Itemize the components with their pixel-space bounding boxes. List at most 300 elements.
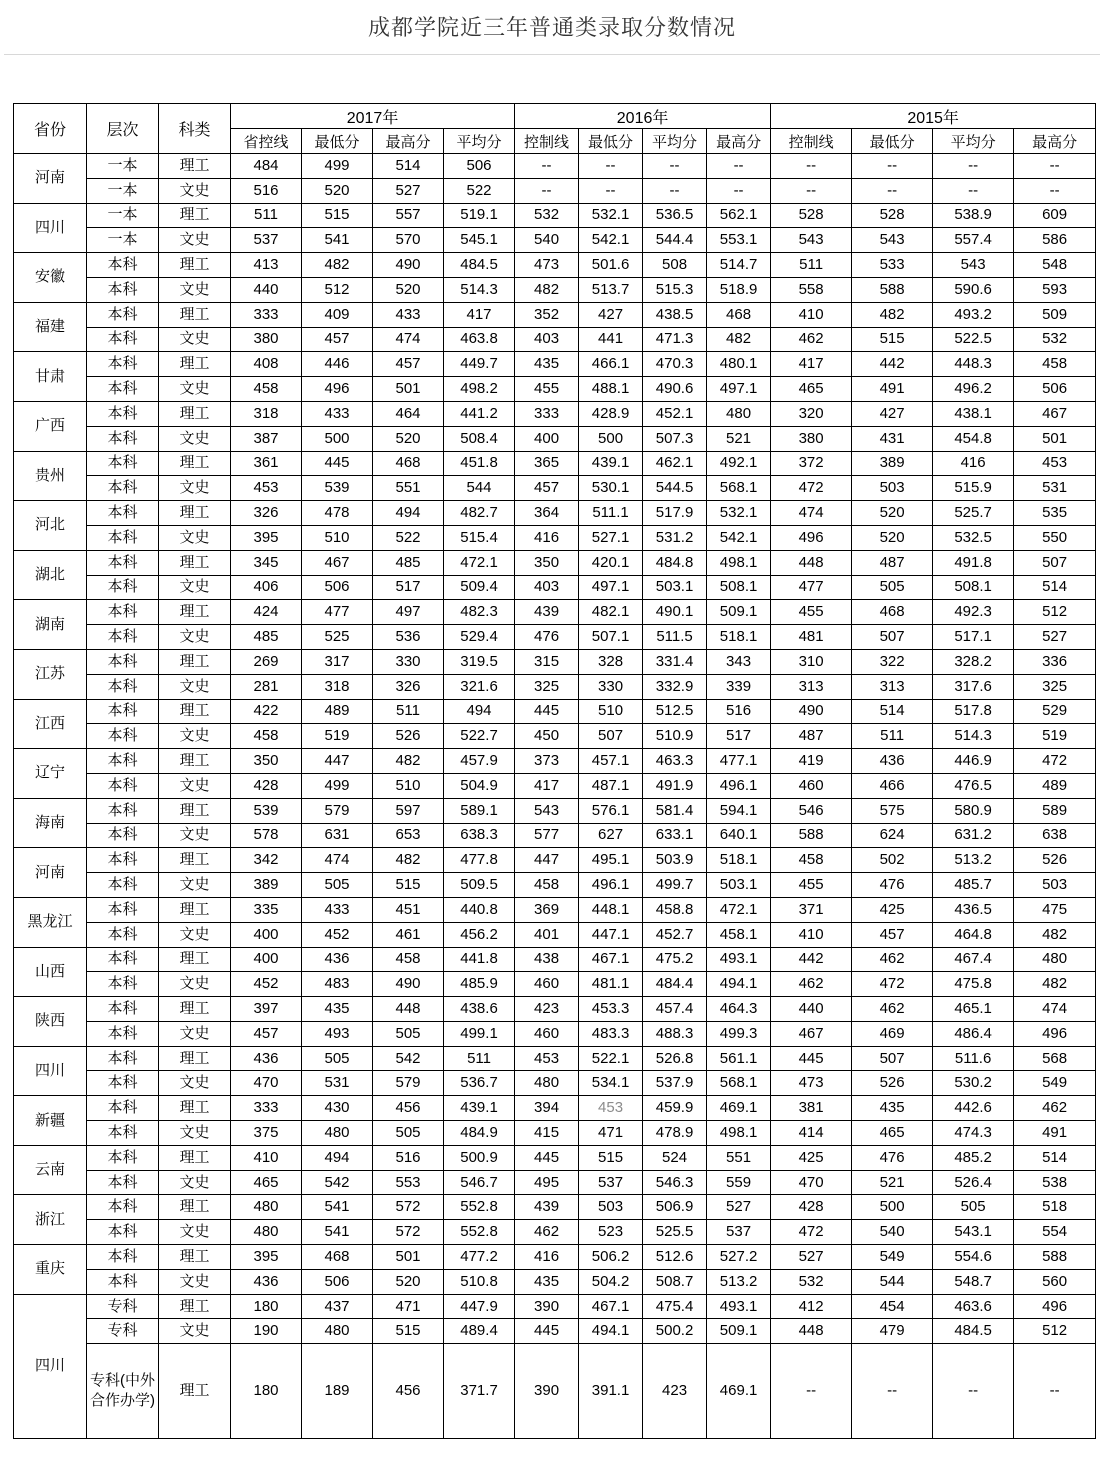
score-cell: 510 [302, 525, 373, 550]
score-cell: 484 [231, 154, 302, 179]
category-cell: 理工 [159, 154, 231, 179]
score-cell: 441 [579, 327, 643, 352]
score-cell: 433 [373, 302, 444, 327]
score-cell: 462 [852, 947, 933, 972]
category-cell: 理工 [159, 501, 231, 526]
score-cell: 389 [231, 873, 302, 898]
score-cell: 490 [373, 253, 444, 278]
score-cell: 536.5 [643, 203, 707, 228]
score-cell: 482 [373, 848, 444, 873]
category-cell: 文史 [159, 327, 231, 352]
score-cell: 401 [515, 922, 579, 947]
score-cell: 333 [515, 401, 579, 426]
score-cell: 491 [852, 377, 933, 402]
score-cell: 514.7 [707, 253, 771, 278]
score-cell: 465 [231, 1170, 302, 1195]
score-cell: 514.3 [444, 277, 515, 302]
score-cell: 499 [302, 154, 373, 179]
score-cell: 543 [515, 798, 579, 823]
level-cell: 一本 [87, 228, 159, 253]
score-cell: 410 [771, 302, 852, 327]
score-cell: 437 [302, 1294, 373, 1319]
score-cell: 506 [302, 1269, 373, 1294]
score-cell: 190 [231, 1319, 302, 1344]
score-cell: 457 [231, 1021, 302, 1046]
score-cell: 489 [1014, 773, 1096, 798]
score-cell: 550 [1014, 525, 1096, 550]
score-cell: 572 [373, 1195, 444, 1220]
category-cell: 文史 [159, 1121, 231, 1146]
score-cell: 435 [852, 1096, 933, 1121]
level-cell: 本科 [87, 897, 159, 922]
score-cell: 543 [852, 228, 933, 253]
score-cell: 631 [302, 823, 373, 848]
score-cell: 537 [707, 1220, 771, 1245]
score-cell: -- [1014, 154, 1096, 179]
category-cell: 理工 [159, 1245, 231, 1270]
score-cell: 527 [771, 1245, 852, 1270]
table-row [14, 1344, 1096, 1439]
score-cell: 474 [373, 327, 444, 352]
province-cell: 辽宁 [14, 749, 87, 799]
table-row [14, 600, 1096, 625]
score-cell: 480 [302, 1319, 373, 1344]
subheader-2017-avg-score: 平均分 [444, 129, 515, 154]
score-cell: 313 [771, 674, 852, 699]
score-cell: 465 [852, 1121, 933, 1146]
score-cell: 511 [231, 203, 302, 228]
score-cell: 389 [852, 451, 933, 476]
table-row [14, 749, 1096, 774]
score-cell: 484.9 [444, 1121, 515, 1146]
score-cell: 496.2 [933, 377, 1014, 402]
score-cell: 520 [852, 525, 933, 550]
score-cell: 501.6 [579, 253, 643, 278]
level-cell: 本科 [87, 1046, 159, 1071]
score-cell: 474.3 [933, 1121, 1014, 1146]
score-cell: 524 [643, 1145, 707, 1170]
table-row [14, 724, 1096, 749]
category-cell: 文史 [159, 1021, 231, 1046]
score-cell: 638 [1014, 823, 1096, 848]
level-cell: 本科 [87, 823, 159, 848]
score-cell: 469 [852, 1021, 933, 1046]
score-cell: 503.9 [643, 848, 707, 873]
score-cell: 512.6 [643, 1245, 707, 1270]
score-cell: -- [579, 178, 643, 203]
score-cell: 428 [231, 773, 302, 798]
score-cell: 464 [373, 401, 444, 426]
score-cell: 579 [373, 1071, 444, 1096]
score-cell: 445 [515, 699, 579, 724]
score-cell: 517.8 [933, 699, 1014, 724]
score-cell: 486.4 [933, 1021, 1014, 1046]
score-cell: 531.2 [643, 525, 707, 550]
score-cell: 452 [302, 922, 373, 947]
score-cell: 365 [515, 451, 579, 476]
score-cell: 519.1 [444, 203, 515, 228]
score-cell: 527.1 [579, 525, 643, 550]
score-cell: 391.1 [579, 1344, 643, 1439]
table-row [14, 1269, 1096, 1294]
subheader-2017-control-line: 省控线 [231, 129, 302, 154]
score-cell: 538.9 [933, 203, 1014, 228]
level-cell: 本科 [87, 922, 159, 947]
score-cell: 445 [515, 1145, 579, 1170]
score-cell: 485 [373, 550, 444, 575]
category-cell: 理工 [159, 600, 231, 625]
score-cell: 462 [771, 327, 852, 352]
category-cell: 文史 [159, 773, 231, 798]
table-row [14, 426, 1096, 451]
score-cell: 512 [1014, 600, 1096, 625]
score-cell: 485.7 [933, 873, 1014, 898]
score-cell: 381 [771, 1096, 852, 1121]
score-cell: 343 [707, 649, 771, 674]
score-cell: 395 [231, 525, 302, 550]
level-cell: 本科 [87, 1121, 159, 1146]
score-cell: 435 [302, 997, 373, 1022]
score-cell: 511.6 [933, 1046, 1014, 1071]
score-cell: 180 [231, 1344, 302, 1439]
score-cell: 460 [515, 972, 579, 997]
province-cell: 陕西 [14, 997, 87, 1047]
score-cell: 472 [771, 476, 852, 501]
table-row [14, 550, 1096, 575]
score-cell: 515.9 [933, 476, 1014, 501]
score-cell: 501 [373, 377, 444, 402]
province-cell: 四川 [14, 1046, 87, 1096]
score-cell: -- [933, 178, 1014, 203]
score-cell: 576.1 [579, 798, 643, 823]
score-cell: 505 [373, 1021, 444, 1046]
category-cell: 文史 [159, 277, 231, 302]
score-cell: 328.2 [933, 649, 1014, 674]
score-cell: 503 [1014, 873, 1096, 898]
table-row [14, 277, 1096, 302]
score-cell: 517.9 [643, 501, 707, 526]
score-cell: 453 [1014, 451, 1096, 476]
year-header-row [14, 104, 1096, 129]
subheader-2016-control-line: 控制线 [515, 129, 579, 154]
score-cell: 456.2 [444, 922, 515, 947]
score-cell: 433 [302, 401, 373, 426]
province-cell: 河南 [14, 154, 87, 204]
score-cell: 578 [231, 823, 302, 848]
score-cell: 536.7 [444, 1071, 515, 1096]
score-cell: 546 [771, 798, 852, 823]
level-cell: 本科 [87, 501, 159, 526]
subheader-2017-max-score: 最高分 [373, 129, 444, 154]
score-cell: 520 [302, 178, 373, 203]
level-cell: 本科 [87, 327, 159, 352]
table-row [14, 154, 1096, 179]
score-cell: 439 [515, 1195, 579, 1220]
score-cell: 487.1 [579, 773, 643, 798]
score-cell: 318 [231, 401, 302, 426]
score-cell: 510 [373, 773, 444, 798]
score-cell: 479 [852, 1319, 933, 1344]
score-cell: 507 [852, 1046, 933, 1071]
score-cell: 332.9 [643, 674, 707, 699]
score-cell: 499 [302, 773, 373, 798]
score-cell: 516 [373, 1145, 444, 1170]
score-cell: 330 [579, 674, 643, 699]
score-cell: 489 [302, 699, 373, 724]
score-cell: 461 [373, 922, 444, 947]
table-row [14, 401, 1096, 426]
level-cell: 本科 [87, 649, 159, 674]
score-cell: 549 [852, 1245, 933, 1270]
category-cell: 文史 [159, 1269, 231, 1294]
province-cell: 山西 [14, 947, 87, 997]
score-cell: 467 [771, 1021, 852, 1046]
level-cell: 本科 [87, 1195, 159, 1220]
score-cell: 581.4 [643, 798, 707, 823]
score-cell: 403 [515, 327, 579, 352]
score-cell: 400 [231, 947, 302, 972]
score-cell: 364 [515, 501, 579, 526]
score-cell: 499.3 [707, 1021, 771, 1046]
score-cell: 532 [515, 203, 579, 228]
score-cell: 416 [933, 451, 1014, 476]
score-cell: 455 [515, 377, 579, 402]
score-cell: 457 [852, 922, 933, 947]
score-cell: 530.1 [579, 476, 643, 501]
score-cell: 474 [302, 848, 373, 873]
score-cell: 433 [302, 897, 373, 922]
score-cell: 477 [302, 600, 373, 625]
score-cell: 468 [302, 1245, 373, 1270]
score-cell: 482 [1014, 922, 1096, 947]
score-cell: 546.3 [643, 1170, 707, 1195]
score-cell: 457 [515, 476, 579, 501]
score-cell: 476 [852, 873, 933, 898]
score-cell: 532 [1014, 327, 1096, 352]
score-cell: 511 [444, 1046, 515, 1071]
score-cell: -- [852, 154, 933, 179]
score-cell: 321.6 [444, 674, 515, 699]
score-cell: 476 [852, 1145, 933, 1170]
level-cell: 专科 [87, 1294, 159, 1319]
table-row [14, 1294, 1096, 1319]
category-cell: 理工 [159, 699, 231, 724]
score-cell: 496 [771, 525, 852, 550]
score-cell: 484.5 [933, 1319, 1014, 1344]
score-cell: 452 [231, 972, 302, 997]
score-cell: 390 [515, 1344, 579, 1439]
score-cell: 453 [579, 1096, 643, 1121]
table-row [14, 377, 1096, 402]
score-cell: 496 [1014, 1294, 1096, 1319]
score-cell: 500 [302, 426, 373, 451]
score-cell: 423 [643, 1344, 707, 1439]
score-cell: 515 [302, 203, 373, 228]
score-cell: 322 [852, 649, 933, 674]
level-cell: 本科 [87, 873, 159, 898]
score-cell: 512 [302, 277, 373, 302]
level-cell: 本科 [87, 253, 159, 278]
header-province: 省份 [14, 104, 87, 154]
score-cell: 494 [444, 699, 515, 724]
score-cell: 440 [771, 997, 852, 1022]
score-cell: 528 [852, 203, 933, 228]
score-cell: 489.4 [444, 1319, 515, 1344]
score-cell: 470.3 [643, 352, 707, 377]
score-cell: 502 [852, 848, 933, 873]
table-row [14, 848, 1096, 873]
score-cell: 511.1 [579, 501, 643, 526]
table-row [14, 302, 1096, 327]
score-cell: 380 [771, 426, 852, 451]
table-row [14, 1096, 1096, 1121]
score-cell: 330 [373, 649, 444, 674]
score-cell: 333 [231, 302, 302, 327]
score-cell: -- [707, 178, 771, 203]
table-row [14, 625, 1096, 650]
score-cell: 448.3 [933, 352, 1014, 377]
level-cell: 本科 [87, 426, 159, 451]
category-cell: 理工 [159, 352, 231, 377]
score-cell: 473 [771, 1071, 852, 1096]
score-cell: 448 [373, 997, 444, 1022]
score-cell: 475 [1014, 897, 1096, 922]
score-cell: 557 [373, 203, 444, 228]
score-cell: 500.2 [643, 1319, 707, 1344]
score-cell: 499.1 [444, 1021, 515, 1046]
category-cell: 文史 [159, 228, 231, 253]
score-cell: 462 [1014, 1096, 1096, 1121]
score-cell: -- [1014, 178, 1096, 203]
level-cell: 本科 [87, 724, 159, 749]
score-cell: 371 [771, 897, 852, 922]
header-level: 层次 [87, 104, 159, 154]
score-cell: 526 [1014, 848, 1096, 873]
table-row [14, 649, 1096, 674]
table-row [14, 997, 1096, 1022]
score-cell: 472.1 [444, 550, 515, 575]
score-cell: 532.1 [707, 501, 771, 526]
category-cell: 理工 [159, 749, 231, 774]
category-cell: 理工 [159, 1046, 231, 1071]
score-cell: 439.1 [444, 1096, 515, 1121]
score-cell: 518.1 [707, 625, 771, 650]
score-cell: 415 [515, 1121, 579, 1146]
province-cell: 云南 [14, 1145, 87, 1195]
score-cell: 475.8 [933, 972, 1014, 997]
level-cell: 本科 [87, 600, 159, 625]
category-cell: 文史 [159, 625, 231, 650]
score-cell: 410 [231, 1145, 302, 1170]
score-cell: 442.6 [933, 1096, 1014, 1121]
score-cell: 529 [1014, 699, 1096, 724]
score-cell: 496 [1014, 1021, 1096, 1046]
table-row [14, 451, 1096, 476]
score-cell: 441.2 [444, 401, 515, 426]
level-cell: 本科 [87, 947, 159, 972]
score-cell: 477.2 [444, 1245, 515, 1270]
score-cell: 509.4 [444, 575, 515, 600]
score-cell: 511.5 [643, 625, 707, 650]
score-cell: 533 [852, 253, 933, 278]
score-cell: 482 [515, 277, 579, 302]
score-cell: 453 [515, 1046, 579, 1071]
score-cell: 457.4 [643, 997, 707, 1022]
score-cell: 510 [579, 699, 643, 724]
score-cell: 476 [515, 625, 579, 650]
score-cell: 459.9 [643, 1096, 707, 1121]
score-cell: 510.8 [444, 1269, 515, 1294]
score-cell: 454 [852, 1294, 933, 1319]
score-cell: 503.1 [643, 575, 707, 600]
score-cell: 540 [515, 228, 579, 253]
score-cell: 417 [515, 773, 579, 798]
score-cell: 484.8 [643, 550, 707, 575]
score-cell: 319.5 [444, 649, 515, 674]
score-cell: 491.9 [643, 773, 707, 798]
title-divider [4, 54, 1100, 55]
score-cell: 500 [579, 426, 643, 451]
score-cell: 458 [771, 848, 852, 873]
score-cell: 456 [373, 1096, 444, 1121]
score-cell: 542.1 [579, 228, 643, 253]
category-cell: 文史 [159, 1220, 231, 1245]
score-cell: 526 [852, 1071, 933, 1096]
category-cell: 理工 [159, 997, 231, 1022]
table-body [14, 154, 1096, 1439]
score-cell: 471 [373, 1294, 444, 1319]
score-cell: 447 [515, 848, 579, 873]
score-cell: 372 [771, 451, 852, 476]
score-cell: 514 [1014, 575, 1096, 600]
score-cell: 593 [1014, 277, 1096, 302]
score-cell: 325 [1014, 674, 1096, 699]
score-cell: 439.1 [579, 451, 643, 476]
score-cell: 513.7 [579, 277, 643, 302]
score-cell: 427 [852, 401, 933, 426]
score-cell: 462.1 [643, 451, 707, 476]
score-cell: 470 [231, 1071, 302, 1096]
score-cell: 522 [373, 525, 444, 550]
category-cell: 理工 [159, 649, 231, 674]
score-cell: 409 [302, 302, 373, 327]
table-row [14, 947, 1096, 972]
score-cell: 509.1 [707, 600, 771, 625]
score-cell: 403 [515, 575, 579, 600]
score-cell: 482 [302, 253, 373, 278]
score-cell: 510.9 [643, 724, 707, 749]
score-cell: 447.9 [444, 1294, 515, 1319]
score-cell: 441.8 [444, 947, 515, 972]
level-cell: 本科 [87, 277, 159, 302]
scores-table [13, 103, 1096, 1439]
score-cell: 477.8 [444, 848, 515, 873]
score-cell: 517.1 [933, 625, 1014, 650]
score-cell: 532.5 [933, 525, 1014, 550]
score-cell: 472 [1014, 749, 1096, 774]
score-cell: 431 [852, 426, 933, 451]
score-cell: 509.5 [444, 873, 515, 898]
score-cell: 492.1 [707, 451, 771, 476]
score-cell: 530.2 [933, 1071, 1014, 1096]
score-cell: 320 [771, 401, 852, 426]
score-cell: 548 [1014, 253, 1096, 278]
score-cell: 497 [373, 600, 444, 625]
score-cell: 478 [302, 501, 373, 526]
table-row [14, 1195, 1096, 1220]
score-cell: -- [852, 1344, 933, 1439]
table-row [14, 1170, 1096, 1195]
